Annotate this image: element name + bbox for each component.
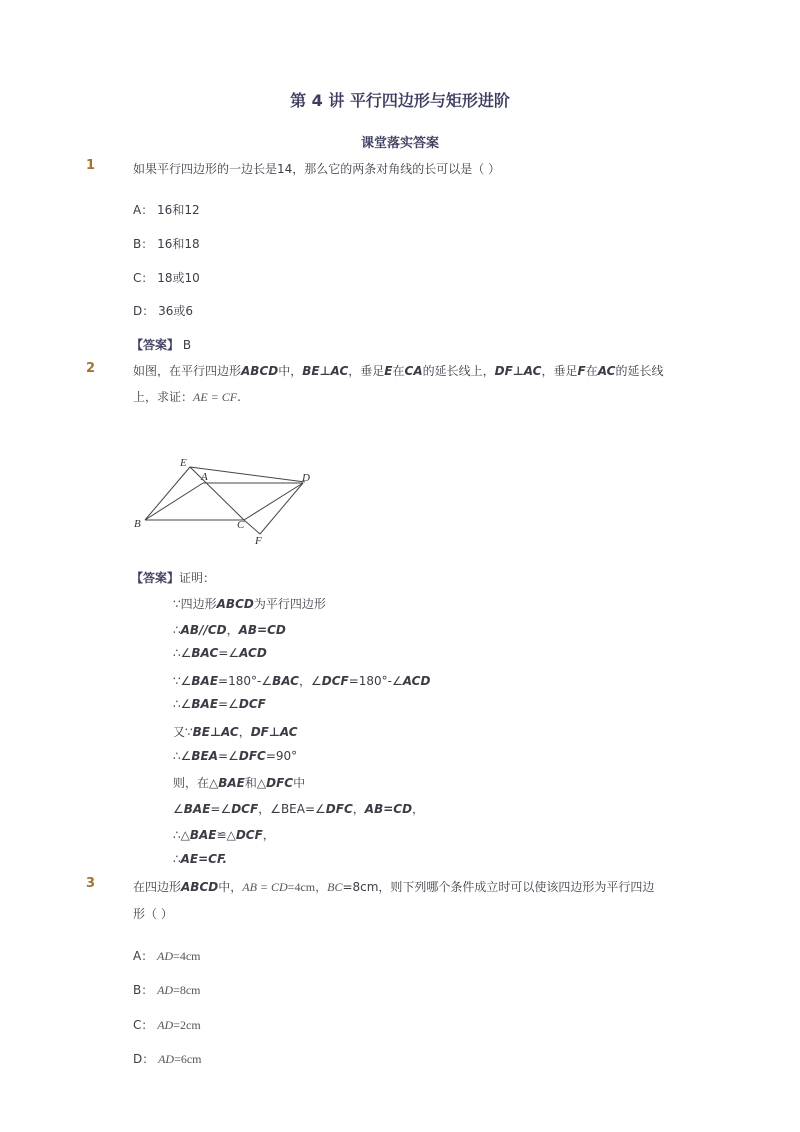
proof-line bbox=[173, 595, 326, 612]
option-a bbox=[133, 947, 200, 964]
option-var: AD bbox=[157, 983, 174, 997]
proof-var: DFC bbox=[238, 749, 266, 763]
proof-line bbox=[173, 749, 297, 763]
option-var: AD bbox=[157, 949, 174, 963]
option-key: B： bbox=[133, 983, 154, 997]
proof-text: =∠ bbox=[210, 802, 232, 816]
proof-line bbox=[173, 826, 275, 843]
proof-text: ，∠BEA=∠ bbox=[258, 802, 326, 816]
proof-text: 和△ bbox=[244, 776, 267, 790]
proof-text: ∵四边形 bbox=[173, 597, 217, 611]
geometry-figure bbox=[120, 450, 340, 550]
proof-var: BAC bbox=[191, 646, 219, 660]
proof-var: BEA bbox=[191, 749, 219, 763]
proof-var: BAE bbox=[191, 697, 219, 711]
question-stem: 如果平行四边形的一边长是14，那么它的两条对角线的长可以是（ ） bbox=[133, 162, 501, 176]
proof-text: =∠ bbox=[218, 646, 240, 660]
option-value: =4cm bbox=[173, 949, 201, 963]
option-value: =8cm bbox=[173, 983, 201, 997]
proof-var: AE=CF. bbox=[180, 852, 228, 866]
stem-text: 在 bbox=[585, 364, 598, 378]
question-stem-line1 bbox=[133, 878, 654, 895]
answer-intro: 证明： bbox=[179, 571, 216, 585]
proof-text: =180°-∠ bbox=[348, 674, 403, 688]
proof-line bbox=[173, 852, 227, 866]
proof-var: ACD bbox=[402, 674, 431, 688]
option-key: A： bbox=[133, 203, 154, 217]
label-D: D bbox=[302, 472, 310, 484]
stem-math: =4cm， bbox=[287, 880, 328, 894]
stem-text: 在四边形 bbox=[133, 880, 182, 894]
proof-text: ∵∠ bbox=[173, 674, 192, 688]
proof-line bbox=[173, 774, 305, 791]
option-b bbox=[133, 235, 200, 252]
proof-var: DCF bbox=[231, 802, 259, 816]
answer-label: 【答案】 bbox=[131, 338, 180, 352]
stem-text: ，垂足 bbox=[348, 364, 385, 378]
proof-text: ∠ bbox=[173, 802, 184, 816]
proof-text: ∴∠ bbox=[173, 697, 192, 711]
option-c bbox=[133, 1016, 201, 1033]
option-value: =6cm bbox=[174, 1052, 202, 1066]
proof-var: BAE bbox=[218, 776, 245, 790]
proof-line bbox=[173, 697, 266, 711]
segment-BA bbox=[145, 483, 203, 520]
segment-EC bbox=[190, 467, 244, 520]
option-b bbox=[133, 981, 201, 998]
option-key: B： bbox=[133, 237, 154, 251]
option-c bbox=[133, 269, 200, 286]
stem-text: =8cm，则下列哪个条件成立时可以使该四边形为平行四边 bbox=[342, 880, 655, 894]
proof-var: AB//CD bbox=[180, 623, 227, 637]
option-d bbox=[133, 302, 193, 319]
segment-BE bbox=[145, 467, 190, 520]
stem-var: ABCD bbox=[181, 880, 219, 894]
question-stem-line1 bbox=[133, 362, 663, 379]
label-B: B bbox=[134, 518, 141, 530]
proof-var: ABCD bbox=[216, 597, 254, 611]
proof-text: ， bbox=[226, 623, 239, 637]
option-a bbox=[133, 201, 200, 218]
stem-var: CA bbox=[404, 364, 423, 378]
proof-text: =∠ bbox=[218, 749, 239, 763]
question-stem-line2 bbox=[133, 388, 241, 405]
proof-text: ， bbox=[262, 828, 275, 842]
page-title: 第 4 讲 平行四边形与矩形进阶 bbox=[290, 91, 510, 110]
proof-text: ∴∠ bbox=[173, 646, 192, 660]
answer bbox=[131, 336, 191, 353]
label-C: C bbox=[237, 519, 245, 531]
option-text: 36或6 bbox=[158, 304, 193, 318]
proof-text: ∴△ bbox=[173, 828, 190, 842]
label-F: F bbox=[255, 535, 262, 547]
stem-text: 中， bbox=[278, 364, 303, 378]
stem-var: E bbox=[384, 364, 393, 378]
stem-text: 上，求证： bbox=[133, 390, 194, 404]
stem-text: 的延长线 bbox=[615, 364, 664, 378]
proof-line bbox=[173, 723, 298, 740]
question-stem-line2: 形（ ） bbox=[133, 907, 173, 921]
proof-text: 中 bbox=[293, 776, 306, 790]
proof-text: =90° bbox=[265, 749, 298, 763]
stem-var: DF⊥AC bbox=[494, 364, 542, 378]
answer bbox=[131, 569, 215, 586]
proof-text: =180°-∠ bbox=[218, 674, 273, 688]
stem-math: AB = CD bbox=[242, 880, 288, 894]
proof-line bbox=[173, 672, 430, 689]
proof-var: DFC bbox=[266, 776, 294, 790]
stem-math: BC bbox=[327, 880, 343, 894]
option-value: =2cm bbox=[173, 1018, 201, 1032]
stem-math: AE = CF bbox=[193, 390, 238, 404]
question-number: 3 bbox=[86, 876, 96, 891]
proof-var: DCF bbox=[321, 674, 349, 688]
proof-text: ∴ bbox=[173, 852, 181, 866]
stem-text: 中， bbox=[218, 880, 243, 894]
proof-var: ACD bbox=[239, 646, 267, 660]
option-text: 16和18 bbox=[157, 237, 200, 251]
proof-text: 为平行四边形 bbox=[253, 597, 326, 611]
proof-var: BAE bbox=[189, 828, 217, 842]
proof-text: ， bbox=[412, 802, 425, 816]
proof-var: BAC bbox=[272, 674, 299, 688]
proof-text: 又∵ bbox=[173, 725, 193, 739]
section-subtitle: 课堂落实答案 bbox=[360, 136, 439, 151]
label-A: A bbox=[201, 471, 208, 483]
proof-var: AB=CD bbox=[238, 623, 286, 637]
option-key: C： bbox=[133, 271, 154, 285]
proof-line bbox=[173, 646, 267, 660]
proof-text: ， bbox=[238, 725, 251, 739]
option-key: D： bbox=[133, 1052, 155, 1066]
stem-var: AC bbox=[597, 364, 616, 378]
label-E: E bbox=[180, 457, 187, 469]
answer-value: B bbox=[182, 338, 192, 352]
proof-var: BAE bbox=[183, 802, 211, 816]
option-text: 18或10 bbox=[157, 271, 200, 285]
option-key: D： bbox=[133, 304, 155, 318]
proof-var: DCF bbox=[238, 697, 266, 711]
proof-var: DF⊥AC bbox=[250, 725, 298, 739]
option-text: 16和12 bbox=[157, 203, 200, 217]
stem-var: F bbox=[577, 364, 586, 378]
stem-var: ABCD bbox=[241, 364, 279, 378]
stem-text: ，垂足 bbox=[541, 364, 578, 378]
question-number: 1 bbox=[86, 158, 96, 173]
segment-CD bbox=[244, 483, 303, 520]
option-key: C： bbox=[133, 1018, 154, 1032]
proof-text: ， bbox=[352, 802, 365, 816]
proof-var: DCF bbox=[235, 828, 263, 842]
stem-text: 如图，在平行四边形 bbox=[133, 364, 242, 378]
stem-text: . bbox=[237, 390, 241, 404]
proof-text: ≌△ bbox=[216, 828, 236, 842]
proof-text: ∴∠ bbox=[173, 749, 192, 763]
proof-var: AB=CD bbox=[364, 802, 413, 816]
proof-var: BAE bbox=[191, 674, 219, 688]
answer-label: 【答案】 bbox=[131, 571, 180, 585]
option-d bbox=[133, 1050, 202, 1067]
proof-var: BE⊥AC bbox=[192, 725, 239, 739]
stem-text: 的延长线上， bbox=[422, 364, 495, 378]
proof-text: ∴ bbox=[173, 623, 181, 637]
segment-CF bbox=[244, 520, 260, 534]
stem-text: 在 bbox=[392, 364, 405, 378]
stem-var: BE⊥AC bbox=[302, 364, 349, 378]
option-var: AD bbox=[158, 1052, 175, 1066]
proof-text: ，∠ bbox=[298, 674, 322, 688]
segment-DF bbox=[260, 483, 303, 534]
proof-text: 则，在△ bbox=[173, 776, 219, 790]
proof-text: =∠ bbox=[218, 697, 239, 711]
proof-line bbox=[173, 800, 424, 817]
option-var: AD bbox=[157, 1018, 174, 1032]
question-number: 2 bbox=[86, 361, 96, 376]
proof-var: DFC bbox=[325, 802, 353, 816]
option-key: A： bbox=[133, 949, 154, 963]
proof-line bbox=[173, 621, 286, 638]
